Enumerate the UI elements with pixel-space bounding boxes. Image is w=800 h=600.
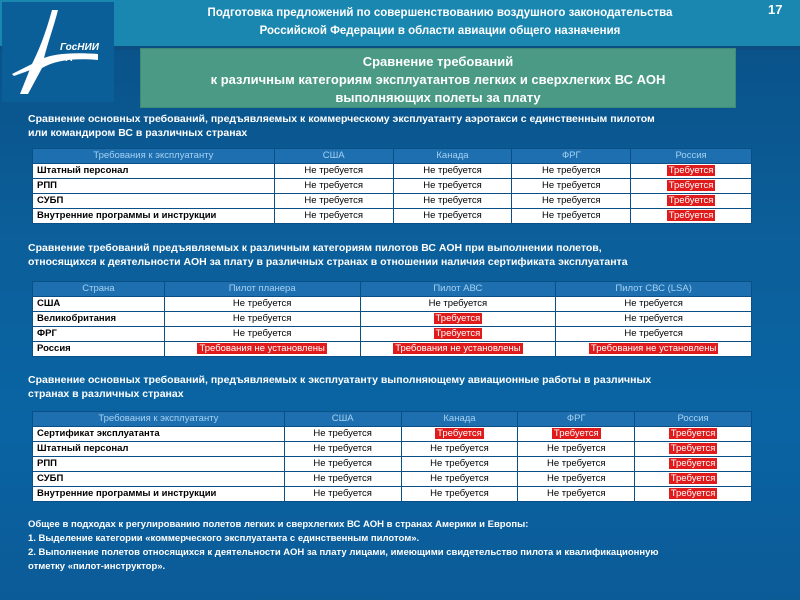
table-cell: Не требуется: [556, 312, 752, 327]
row-label: Россия: [33, 342, 165, 357]
table-row: [33, 342, 752, 357]
logo: [2, 2, 114, 102]
highlight-text: Требуется: [670, 473, 716, 484]
table-cell: Не требуется: [401, 487, 518, 502]
table-row: [33, 209, 752, 224]
table-row: [33, 312, 752, 327]
table-row: [33, 194, 752, 209]
table-cell-highlight: [631, 179, 752, 194]
table-cell: Не требуется: [401, 442, 518, 457]
table-cell: Не требуется: [518, 487, 635, 502]
table-cell: Не требуется: [274, 179, 393, 194]
table-cell: Не требуется: [393, 209, 512, 224]
table-pilot-certificate: [32, 281, 752, 357]
table-aerial-work-requirements: [32, 411, 752, 502]
table-cell: Не требуется: [401, 457, 518, 472]
table-cell-highlight: [401, 427, 518, 442]
subtitle-line: к различным категориям эксплуатантов легких и сверхлегких ВС АОН: [210, 72, 666, 87]
table-header-row: [33, 412, 752, 427]
table-cell-highlight: [635, 427, 752, 442]
table-cell-highlight: [635, 457, 752, 472]
table-row: [33, 164, 752, 179]
table-cell-highlight: [631, 194, 752, 209]
summary-line: 2. Выполнение полетов относящихся к деятельности АОН за плату лицами, имеющими свидетельство пилота и квалификационную: [28, 547, 659, 558]
row-label: Внутренние программы и инструкции: [33, 209, 275, 224]
row-label: РПП: [33, 457, 285, 472]
table-row: [33, 179, 752, 194]
highlight-text: Требуется: [668, 195, 714, 206]
page-title-line: Подготовка предложений по совершенствованию воздушного законодательства: [207, 7, 673, 19]
table-cell: Не требуется: [284, 472, 401, 487]
highlight-text: Требуется: [670, 488, 716, 499]
table-cell: Не требуется: [393, 179, 512, 194]
row-label: Сертификат эксплуатанта: [33, 427, 285, 442]
table-cell: Не требуется: [518, 472, 635, 487]
table-cell-highlight: [518, 427, 635, 442]
table-cell: Не требуется: [274, 194, 393, 209]
column-header: Требования к эксплуатанту: [33, 412, 285, 427]
column-header: Пилот планера: [164, 282, 360, 297]
column-header: Пилот СВС (LSA): [556, 282, 752, 297]
table-aerotaxi-requirements: [32, 148, 752, 224]
table-cell-highlight: [556, 342, 752, 357]
column-header: Требования к эксплуатанту: [33, 149, 275, 164]
column-header: Канада: [393, 149, 512, 164]
row-label: СУБП: [33, 194, 275, 209]
row-label: Великобритания: [33, 312, 165, 327]
highlight-text: Требуется: [437, 428, 482, 439]
table-cell: Не требуется: [284, 487, 401, 502]
highlight-text: Требуется: [670, 428, 716, 439]
highlight-text: Требуется: [670, 443, 716, 454]
row-label: Штатный персонал: [33, 164, 275, 179]
logo-text: ГосНИИ ГА: [60, 42, 99, 64]
highlight-text: Требуется: [435, 313, 481, 324]
table-cell: Не требуется: [164, 312, 360, 327]
highlight-text: Требования не установлены: [590, 343, 717, 354]
column-header: Россия: [635, 412, 752, 427]
row-label: Внутренние программы и инструкции: [33, 487, 285, 502]
row-label: РПП: [33, 179, 275, 194]
column-header: ФРГ: [518, 412, 635, 427]
highlight-text: Требования не установлены: [199, 343, 325, 354]
column-header: Канада: [401, 412, 518, 427]
section1-title: [28, 112, 655, 140]
column-header: США: [284, 412, 401, 427]
subtitle-line: Сравнение требований: [362, 54, 514, 69]
column-header: Страна: [33, 282, 165, 297]
table-cell: Не требуется: [274, 164, 393, 179]
table-row: [33, 487, 752, 502]
table-cell: Не требуется: [512, 179, 631, 194]
section-title-line: Сравнение основных требований, предъявляемых к коммерческому эксплуатанту аэротакси с единственным пилотом: [28, 113, 655, 125]
page-number: 17: [768, 2, 783, 17]
table-cell: Не требуется: [393, 194, 512, 209]
highlight-text: Требования не установлены: [395, 343, 521, 354]
page-title-line: Российской Федерации в области авиации общего назначения: [259, 25, 621, 37]
table-cell-highlight: [360, 342, 556, 357]
column-header: США: [274, 149, 393, 164]
table-row: [33, 327, 752, 342]
table-cell: Не требуется: [284, 457, 401, 472]
table-cell: Не требуется: [518, 457, 635, 472]
section-title-line: или командиром ВС в различных странах: [28, 127, 248, 139]
table-cell-highlight: [635, 442, 752, 457]
table-cell: Не требуется: [284, 427, 401, 442]
table-cell: Не требуется: [164, 327, 360, 342]
table-cell: Не требуется: [512, 209, 631, 224]
table-cell: Не требуется: [518, 442, 635, 457]
section-title-line: Сравнение требований предъявляемых к различным категориям пилотов ВС АОН при выполнении полетов,: [28, 242, 602, 254]
table-row: [33, 457, 752, 472]
section3-title: [28, 373, 651, 401]
table-cell-highlight: [635, 472, 752, 487]
row-label: СУБП: [33, 472, 285, 487]
row-label: США: [33, 297, 165, 312]
table-row: [33, 442, 752, 457]
column-header: Россия: [631, 149, 752, 164]
table-cell-highlight: [635, 487, 752, 502]
table-row: [33, 427, 752, 442]
column-header: Пилот АВС: [360, 282, 556, 297]
table-cell-highlight: [360, 327, 556, 342]
summary-line: отметку «пилот-инструктор».: [28, 561, 166, 572]
subtitle-line: выполняющих полеты за плату: [335, 90, 541, 105]
highlight-text: Требуется: [668, 165, 714, 176]
table-cell: Не требуется: [274, 209, 393, 224]
table-cell: Не требуется: [284, 442, 401, 457]
row-label: ФРГ: [33, 327, 165, 342]
row-label: Штатный персонал: [33, 442, 285, 457]
table-cell: Не требуется: [360, 297, 556, 312]
summary-notes: [28, 518, 770, 574]
page-title: [150, 4, 730, 40]
table-cell: Не требуется: [164, 297, 360, 312]
table-row: [33, 472, 752, 487]
slide-subtitle: [140, 48, 736, 108]
section2-title: [28, 241, 628, 269]
table-cell: Не требуется: [401, 472, 518, 487]
highlight-text: Требуется: [435, 328, 481, 339]
table-cell: Не требуется: [556, 297, 752, 312]
table-cell-highlight: [164, 342, 360, 357]
table-cell: Не требуется: [556, 327, 752, 342]
column-header: ФРГ: [512, 149, 631, 164]
section-title-line: относящихся к деятельности АОН за плату в различных странах в отношении наличия сертификата эксплуатанта: [28, 256, 628, 268]
section-title-line: Сравнение основных требований, предъявляемых к эксплуатанту выполняющему авиационные работы в различных: [28, 374, 652, 386]
highlight-text: Требуется: [668, 180, 714, 191]
table-cell-highlight: [631, 164, 752, 179]
table-cell: Не требуется: [393, 164, 512, 179]
highlight-text: Требуется: [670, 458, 716, 469]
summary-line: Общее в подходах к регулированию полетов легких и сверхлегких ВС АОН в странах Америки и Европы:: [28, 519, 529, 530]
table-cell-highlight: [631, 209, 752, 224]
highlight-text: Требуется: [553, 428, 599, 439]
table-cell: Не требуется: [512, 194, 631, 209]
table-header-row: [33, 149, 752, 164]
table-row: [33, 297, 752, 312]
summary-line: 1. Выделение категории «коммерческого эксплуатанта с единственным пилотом».: [28, 533, 420, 544]
table-cell-highlight: [360, 312, 556, 327]
section-title-line: странах в различных странах: [28, 388, 184, 400]
highlight-text: Требуется: [668, 210, 714, 221]
table-cell: Не требуется: [512, 164, 631, 179]
table-header-row: [33, 282, 752, 297]
